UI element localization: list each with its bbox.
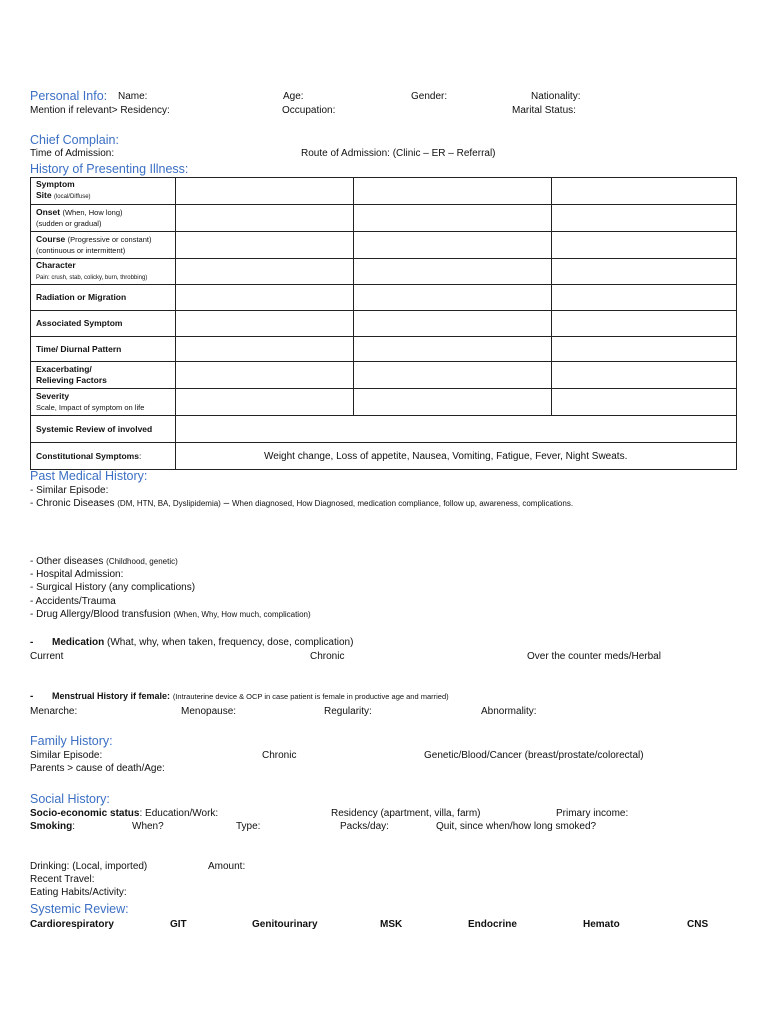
medication-current: Current bbox=[30, 651, 64, 662]
menstrual-dash: - bbox=[30, 691, 34, 702]
hpi-row-severity bbox=[31, 389, 737, 416]
pmh-heading: Past Medical History: bbox=[30, 469, 148, 483]
hpi-label-systemic: Systemic Review of involved bbox=[31, 416, 176, 443]
hpi-row-radiation bbox=[31, 285, 737, 311]
hpi-cell[interactable] bbox=[354, 285, 552, 311]
hpi-label-radiation: Radiation or Migration bbox=[31, 285, 176, 311]
hpi-label-exacerbating: Exacerbating/ Relieving Factors bbox=[31, 362, 176, 389]
family-history-heading: Family History: bbox=[30, 734, 113, 748]
hpi-cell[interactable] bbox=[176, 311, 354, 337]
hpi-cell[interactable] bbox=[176, 362, 354, 389]
route-of-admission-label: Route of Admission: (Clinic – ER – Referral) bbox=[301, 148, 496, 159]
systemic-item-endocrine: Endocrine bbox=[468, 919, 517, 930]
pmh-drug-allergy: - Drug Allergy/Blood transfusion (When, Why, How much, complication) bbox=[30, 609, 311, 620]
menarche-label: Menarche: bbox=[30, 706, 78, 717]
hpi-heading: History of Presenting Illness: bbox=[30, 162, 189, 176]
hpi-cell[interactable] bbox=[354, 337, 552, 362]
hpi-label-character: Character Pain: crush, stab, colicky, burn, throbbing) bbox=[31, 259, 176, 285]
pmh-hospital-admission: - Hospital Admission: bbox=[30, 569, 124, 580]
hpi-cell[interactable] bbox=[176, 337, 354, 362]
socio-economic-status: Socio-economic status: Education/Work: bbox=[30, 808, 219, 819]
hpi-cell[interactable] bbox=[552, 337, 737, 362]
hpi-label-course: Course (Progressive or constant) (continuous or intermittent) bbox=[31, 232, 176, 259]
menstrual-line: Menstrual History if female: (Intrauterine device & OCP in case patient is female in productive age and married) bbox=[52, 691, 449, 701]
hpi-cell[interactable] bbox=[354, 205, 552, 232]
chief-complain-heading: Chief Complain: bbox=[30, 133, 119, 147]
hpi-label-constitutional: Constitutional Symptoms: bbox=[31, 443, 176, 470]
medication-line: Medication (What, why, when taken, frequency, dose, complication) bbox=[52, 637, 354, 648]
smoking-when: When? bbox=[132, 821, 164, 832]
hpi-cell[interactable] bbox=[176, 259, 354, 285]
menopause-label: Menopause: bbox=[181, 706, 237, 717]
hpi-label-severity: Severity Scale, Impact of symptom on life bbox=[31, 389, 176, 416]
systemic-item-msk: MSK bbox=[380, 919, 403, 930]
drinking-label: Drinking: (Local, imported) bbox=[30, 861, 148, 872]
hpi-cell[interactable] bbox=[552, 362, 737, 389]
pmh-chronic-diseases: - Chronic Diseases (DM, HTN, BA, Dyslipidemia) – When diagnosed, How Diagnosed, medication compliance, follow up, awareness, complications. bbox=[30, 498, 574, 509]
family-genetic: Genetic/Blood/Cancer (breast/prostate/colorectal) bbox=[424, 750, 644, 761]
systemic-item-genitourinary: Genitourinary bbox=[252, 919, 318, 930]
drinking-amount: Amount: bbox=[208, 861, 246, 872]
pmh-surgical-history: - Surgical History (any complications) bbox=[30, 582, 196, 593]
occupation-label: Occupation: bbox=[282, 105, 336, 116]
pmh-similar-episode: - Similar Episode: bbox=[30, 485, 109, 496]
hpi-row-diurnal bbox=[31, 337, 737, 362]
hpi-cell[interactable] bbox=[176, 285, 354, 311]
regularity-label: Regularity: bbox=[324, 706, 372, 717]
hpi-row-onset bbox=[31, 205, 737, 232]
medication-chronic: Chronic bbox=[310, 651, 345, 662]
hpi-cell[interactable] bbox=[354, 362, 552, 389]
hpi-cell[interactable] bbox=[552, 311, 737, 337]
nationality-label: Nationality: bbox=[531, 91, 581, 102]
hpi-cell[interactable] bbox=[354, 232, 552, 259]
hpi-cell[interactable] bbox=[176, 205, 354, 232]
hpi-row-character bbox=[31, 259, 737, 285]
hpi-row-symptom-site bbox=[31, 178, 737, 205]
hpi-cell[interactable] bbox=[354, 259, 552, 285]
social-residency: Residency (apartment, villa, farm) bbox=[331, 808, 481, 819]
medication-dash: - bbox=[30, 637, 34, 648]
hpi-cell[interactable] bbox=[552, 178, 737, 205]
hpi-cell[interactable] bbox=[176, 232, 354, 259]
hpi-cell[interactable] bbox=[552, 232, 737, 259]
marital-status-label: Marital Status: bbox=[512, 105, 576, 116]
hpi-cell[interactable] bbox=[552, 285, 737, 311]
hpi-row-course bbox=[31, 232, 737, 259]
hpi-label-symptom-site: Symptom Site (local/Diffuse) bbox=[31, 178, 176, 205]
hpi-cell[interactable] bbox=[354, 178, 552, 205]
hpi-label-diurnal: Time/ Diurnal Pattern bbox=[31, 337, 176, 362]
hpi-cell-wide[interactable] bbox=[176, 416, 737, 443]
recent-travel: Recent Travel: bbox=[30, 874, 95, 885]
smoking-packs: Packs/day: bbox=[340, 821, 389, 832]
hpi-cell[interactable] bbox=[176, 178, 354, 205]
hpi-cell[interactable] bbox=[176, 389, 354, 416]
hpi-cell[interactable] bbox=[354, 389, 552, 416]
hpi-cell[interactable] bbox=[354, 311, 552, 337]
hpi-row-associated bbox=[31, 311, 737, 337]
systemic-item-hemato: Hemato bbox=[583, 919, 620, 930]
residency-label: Mention if relevant> Residency: bbox=[30, 105, 170, 116]
gender-label: Gender: bbox=[411, 91, 448, 102]
systemic-item-cns: CNS bbox=[687, 919, 709, 930]
hpi-cell[interactable] bbox=[552, 389, 737, 416]
eating-habits: Eating Habits/Activity: bbox=[30, 887, 127, 898]
systemic-item-cardiorespiratory: Cardiorespiratory bbox=[30, 919, 114, 930]
hpi-label-associated: Associated Symptom bbox=[31, 311, 176, 337]
family-parents: Parents > cause of death/Age: bbox=[30, 763, 165, 774]
systemic-review-heading: Systemic Review: bbox=[30, 902, 129, 916]
systemic-item-git: GIT bbox=[170, 919, 187, 930]
hpi-row-systemic bbox=[31, 416, 737, 443]
age-label: Age: bbox=[283, 91, 304, 102]
constitutional-symptoms-list: Weight change, Loss of appetite, Nausea, Vomiting, Fatigue, Fever, Night Sweats. bbox=[176, 443, 737, 470]
abnormality-label: Abnormality: bbox=[481, 706, 537, 717]
medication-otc: Over the counter meds/Herbal bbox=[527, 651, 661, 662]
primary-income: Primary income: bbox=[556, 808, 629, 819]
smoking-type: Type: bbox=[236, 821, 261, 832]
pmh-accidents: - Accidents/Trauma bbox=[30, 596, 116, 607]
personal-info-heading: Personal Info: bbox=[30, 89, 108, 103]
family-similar-episode: Similar Episode: bbox=[30, 750, 103, 761]
hpi-row-exacerbating bbox=[31, 362, 737, 389]
family-chronic: Chronic bbox=[262, 750, 297, 761]
smoking-quit: Quit, since when/how long smoked? bbox=[436, 821, 597, 832]
social-history-heading: Social History: bbox=[30, 792, 110, 806]
name-label: Name: bbox=[118, 91, 148, 102]
hpi-cell[interactable] bbox=[552, 259, 737, 285]
hpi-cell[interactable] bbox=[552, 205, 737, 232]
hpi-label-onset: Onset (When, How long) (sudden or gradual) bbox=[31, 205, 176, 232]
pmh-other-diseases: - Other diseases (Childhood, genetic) bbox=[30, 556, 178, 567]
hpi-table bbox=[30, 177, 737, 470]
hpi-row-constitutional bbox=[31, 443, 737, 470]
smoking-label: Smoking: bbox=[30, 821, 76, 832]
time-of-admission-label: Time of Admission: bbox=[30, 148, 115, 159]
